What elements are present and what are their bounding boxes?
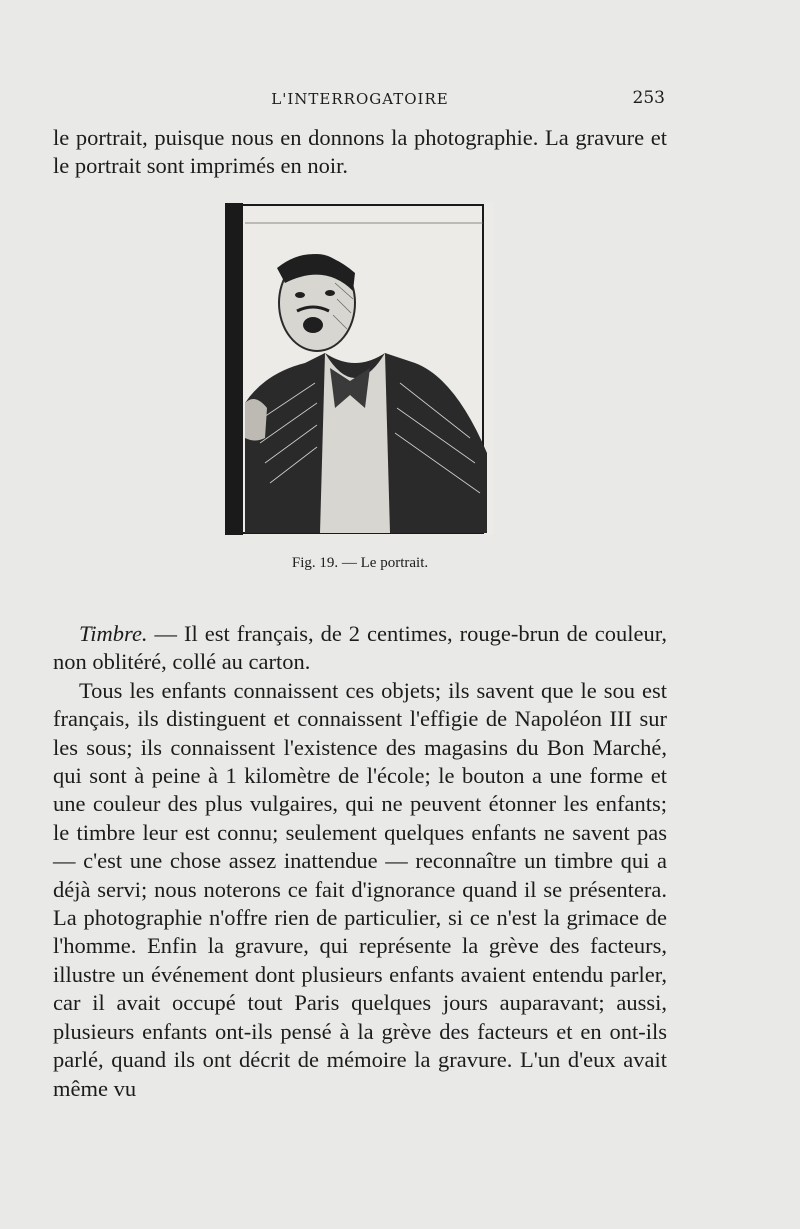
top-paragraph: le portrait, puisque nous en donnons la photographie. La gravure et le portrait sont imprimés en noir. (53, 125, 667, 179)
portrait-engraving (225, 203, 493, 535)
running-title: L'INTERROGATOIRE (271, 90, 449, 108)
page-number: 253 (632, 88, 665, 108)
paragraph-timbre (53, 620, 667, 677)
page-header (55, 88, 665, 112)
figure-caption: Fig. 19. — Le portrait. (291, 555, 429, 571)
body-text-block (53, 620, 667, 1103)
paragraph-main: Tous les enfants connaissent ces objets; ils savent que le sou est français, ils distinguent et connaissent l'effigie de Napoléon III sur les sous; ils connaissent l'existence des magasins du Bon Marché, qui sont à peine à 1 kilomètre de l'école; le bouton a une forme et une couleur des plus vulgaires, qui ne peuvent étonner les enfants; le timbre leur est connu; seulement quelques enfants ne savent pas — c'est une chose assez inattendue — reconnaître un timbre qui a déjà servi; nous noterons ce fait d'ignorance quand il se présentera. La photographie n'offre rien de particulier, si ce n'est la grimace de l'homme. Enfin la gravure, qui représente la grève des facteurs, illustre un événement dont plusieurs enfants avaient entendu parler, car il avait occupé tout Paris quelques jours auparavant; aussi, plusieurs enfants ont-ils pensé à la grève des facteurs et en ont-ils parlé, quand ils ont décrit de mémoire la gravure. L'un d'eux avait même vu (53, 677, 667, 1101)
top-paragraph-block (53, 124, 667, 181)
timbre-text: — Il est français, de 2 centimes, rouge-brun de couleur, non oblitéré, collé au carton. (53, 621, 667, 675)
portrait-engraving-image (225, 203, 493, 535)
timbre-lead: Timbre. (79, 621, 148, 646)
